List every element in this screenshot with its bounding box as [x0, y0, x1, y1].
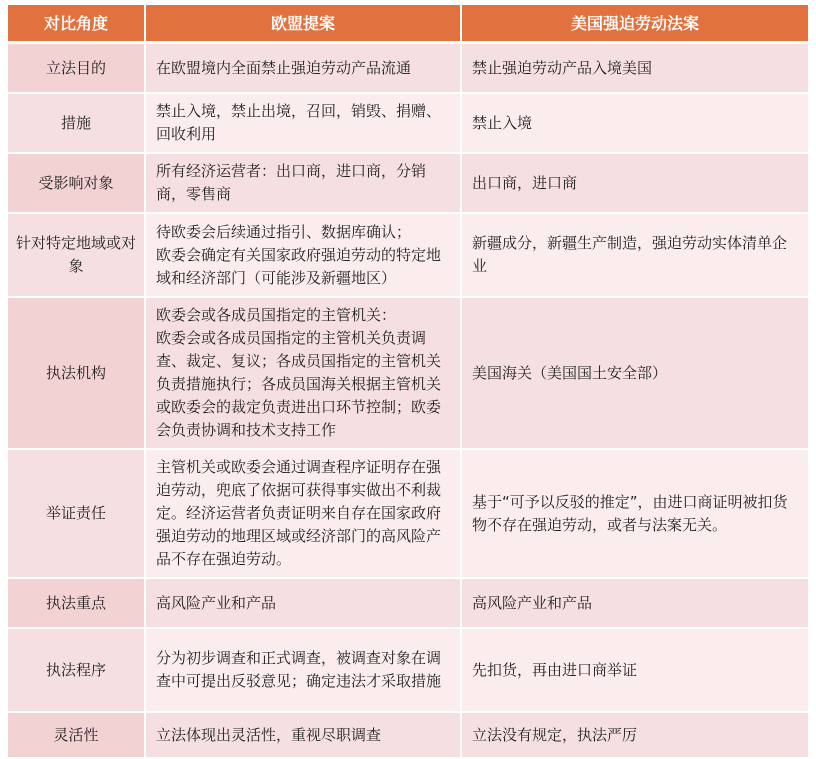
- comparison-table: [8, 5, 808, 759]
- row-aspect: 举证责任: [8, 450, 146, 579]
- row-eu: 高风险产业和产品: [146, 579, 462, 629]
- row-eu: 所有经济运营者：出口商，进口商，分销商，零售商: [146, 154, 462, 214]
- header-eu-proposal: 欧盟提案: [146, 5, 462, 44]
- row-eu: [146, 214, 462, 298]
- row-aspect: 灵活性: [8, 713, 146, 759]
- table-row: [8, 44, 808, 94]
- table-row: [8, 214, 808, 298]
- row-eu: 立法体现出灵活性，重视尽职调查: [146, 713, 462, 759]
- row-us: 先扣货，再由进口商举证: [462, 629, 808, 713]
- table-row: [8, 94, 808, 154]
- comparison-table-container: [8, 5, 808, 759]
- row-us: 美国海关（美国国土安全部）: [462, 298, 808, 450]
- row-us: 禁止入境: [462, 94, 808, 154]
- row-aspect: 受影响对象: [8, 154, 146, 214]
- row-aspect: 执法机构: [8, 298, 146, 450]
- row-eu-line: 欧委会或各成员国指定的主管机关：: [156, 306, 397, 324]
- row-eu: 分为初步调查和正式调查，被调查对象在调查中可提出反驳意见；确定违法才采取措施: [146, 629, 462, 713]
- row-eu-line: 欧委会或各成员国指定的主管机关负责调查、裁定、复议；各成员国指定的主管机关负责措施执行；各成员国海关根据主管机关或欧委会的裁定负责进出口环节控制；欧委会负责协调和技术支持工作: [156, 329, 442, 439]
- row-aspect: 措施: [8, 94, 146, 154]
- row-eu: [146, 298, 462, 450]
- table-row: [8, 298, 808, 450]
- table-header-row: [8, 5, 808, 44]
- row-eu-line: 待欧委会后续通过指引、数据库确认；: [156, 222, 412, 241]
- table-row: [8, 713, 808, 759]
- row-eu: 在欧盟境内全面禁止强迫劳动产品流通: [146, 44, 462, 94]
- row-aspect: 执法程序: [8, 629, 146, 713]
- header-us-act: 美国强迫劳动法案: [462, 5, 808, 44]
- row-eu-line: 欧委会确定有关国家政府强迫劳动的特定地域和经济部门（可能涉及新疆地区）: [156, 245, 442, 287]
- row-eu: 主管机关或欧委会通过调查程序证明存在强迫劳动，兜底了依据可获得事实做出不利裁定。经济运营者负责证明来自存在国家政府强迫劳动的地理区域或经济部门的高风险产品不存在强迫劳动。: [146, 450, 462, 579]
- table-row: [8, 629, 808, 713]
- row-aspect: 立法目的: [8, 44, 146, 94]
- table-row: [8, 579, 808, 629]
- row-us: 高风险产业和产品: [462, 579, 808, 629]
- row-aspect: 针对特定地域或对象: [8, 214, 146, 298]
- row-us: 禁止强迫劳动产品入境美国: [462, 44, 808, 94]
- row-eu: 禁止入境，禁止出境，召回，销毁、捐赠、回收利用: [146, 94, 462, 154]
- header-aspect: 对比角度: [8, 5, 146, 44]
- row-us: 新疆成分，新疆生产制造，强迫劳动实体清单企业: [462, 214, 808, 298]
- row-us: 立法没有规定，执法严厉: [462, 713, 808, 759]
- table-row: [8, 450, 808, 579]
- table-row: [8, 154, 808, 214]
- row-us: 出口商，进口商: [462, 154, 808, 214]
- row-us: 基于“可予以反驳的推定”，由进口商证明被扣货物不存在强迫劳动，或者与法案无关。: [462, 450, 808, 579]
- row-aspect: 执法重点: [8, 579, 146, 629]
